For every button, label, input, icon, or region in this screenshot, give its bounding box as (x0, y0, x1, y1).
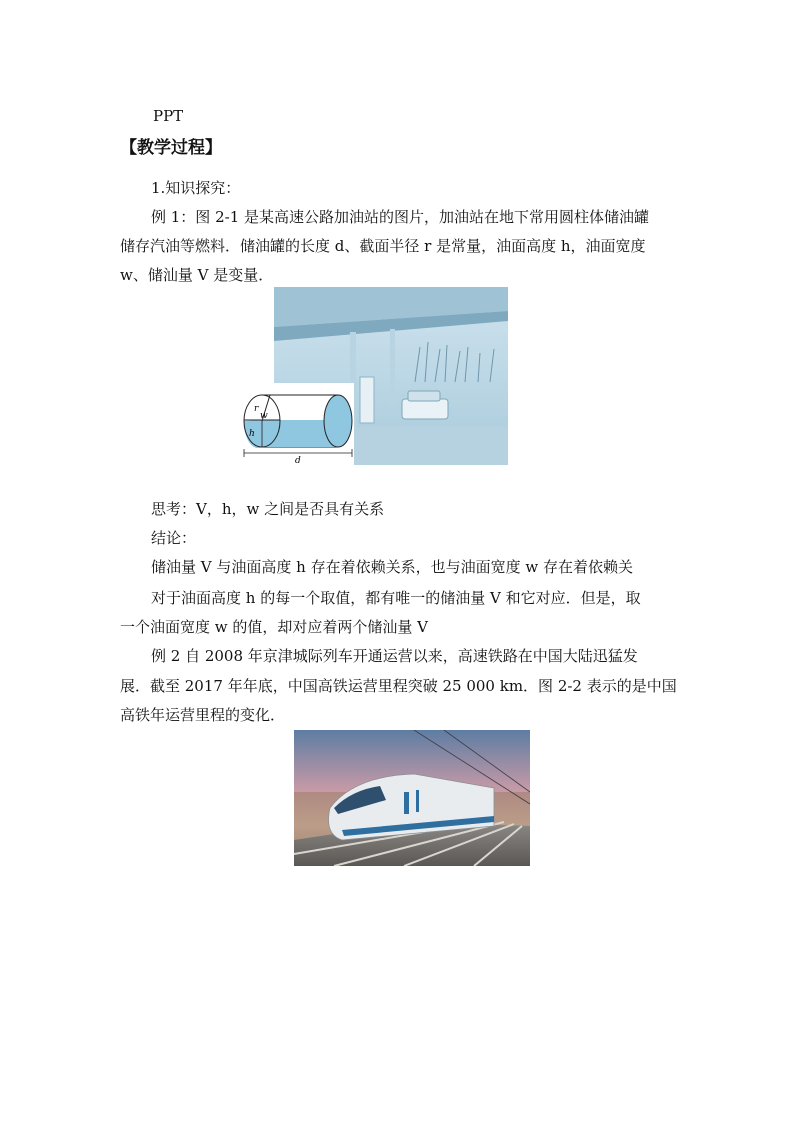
example2-line1: 例 2 自 2008 年京津城际列车开通运营以来，高速铁路在中国大陆迅猛发 (151, 647, 638, 665)
conclusion-line1: 储油量 V 与油面高度 h 存在着依赖关系，也与油面宽度 w 存在着依赖关 (151, 558, 633, 576)
conclusion-label: 结论： (151, 529, 197, 547)
example2-line2: 展．截至 2017 年年底，中国高铁运营里程突破 25 000 km．图 2-2 表示的是中国 (120, 677, 677, 695)
section-heading: 【教学过程】 (120, 138, 222, 158)
gas-station-figure (240, 287, 508, 465)
example1-line3: w、储汕量 V 是变量． (120, 266, 274, 284)
think-line: 思考：V，h，w 之间是否具有关系 (151, 500, 385, 518)
example1-line2: 储存汽油等燃料．储油罐的长度 d、截面半径 r 是常量，油面高度 h，油面宽度 (120, 237, 646, 255)
subtitle: 1.知识探究： (151, 179, 241, 197)
ppt-label: PPT (153, 107, 184, 125)
label-r: r (254, 404, 259, 414)
example2-line3: 高铁年运营里程的变化． (120, 706, 286, 724)
high-speed-train-figure (294, 730, 530, 866)
label-h: h (249, 429, 255, 439)
conclusion-line3: 一个油面宽度 w 的值，却对应着两个储汕量 V (120, 618, 428, 636)
conclusion-line2: 对于油面高度 h 的每一个取值，都有唯一的储油量 V 和它对应．但是，取 (151, 589, 641, 607)
label-d: d (295, 456, 301, 465)
example1-line1: 例 1：图 2-1 是某高速公路加油站的图片，加油站在地下常用圆柱体储油罐 (151, 208, 650, 226)
label-w: w (260, 411, 268, 421)
